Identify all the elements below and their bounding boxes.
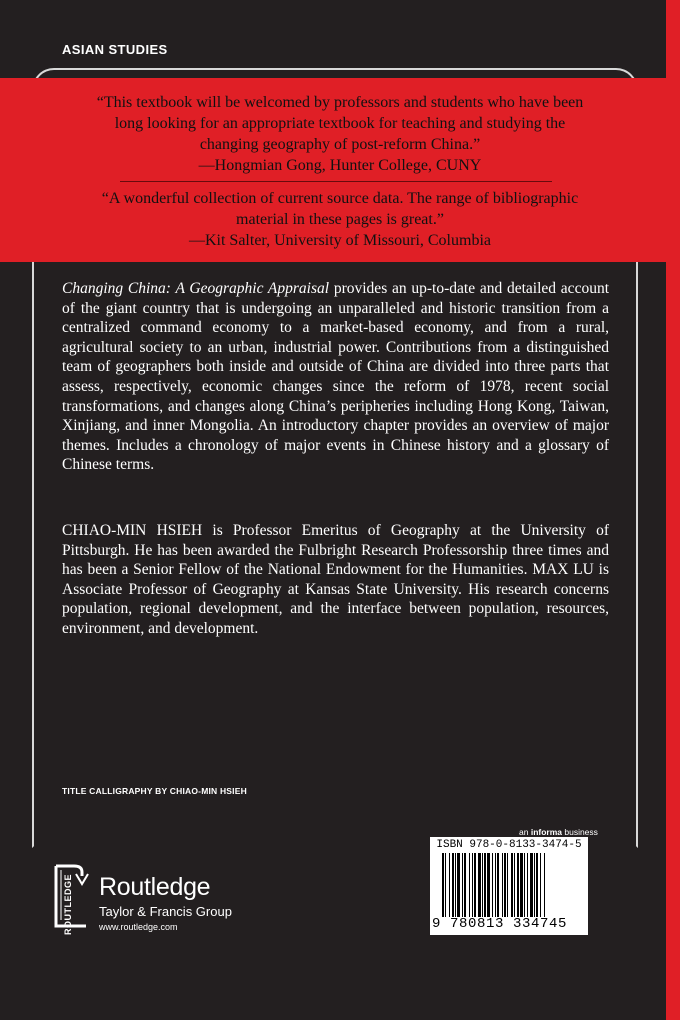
- isbn-barcode: [430, 837, 588, 935]
- praise-quote-1: [90, 92, 590, 176]
- author-bio: CHIAO-MIN HSIEH is Professor Emeritus of Geography at the University of Pittsburgh. He has been awarded the Fulbright Research Professorship three times and has been a Senior Fellow of the National Endowment for the Humanities. MAX LU is Associate Professor of Geography at Kansas State University. His research concerns population, regional development, and the interface between population, resources, environment, and development.: [62, 522, 609, 637]
- praise-quote-attribution: —Kit Salter, University of Missouri, Columbia: [188, 232, 491, 249]
- praise-quote-text: “A wonderful collection of current source data. The range of bibliographic material in these pages is great.”: [101, 190, 579, 228]
- routledge-logo-word: ROUTLEDGE: [63, 874, 73, 936]
- book-title-italic: Changing China: A Geographic Appraisal: [62, 280, 330, 297]
- praise-divider: [120, 181, 552, 182]
- praise-quote-2: [90, 188, 590, 251]
- informa-tagline: an informa business: [519, 827, 598, 837]
- book-description-text: provides an up-to-date and detailed account of the giant country that is undergoing an unparalleled and historic transition from a centralized command economy to a market-based economy, and from a rural, agricultural society to an urban, industrial power. Contributions from a distinguished team of geographers both inside and outside of China are divided into three parts that assess, respectively, economic changes since the reform of 1978, recent social transformations, and changes along China’s peripheries including Hong Kong, Taiwan, Xinjiang, and inner Mongolia. An introductory chapter provides an overview of major themes. Includes a chronology of major events in Chinese history and a glossary of Chinese terms.: [62, 280, 610, 474]
- publisher-group: Taylor & Francis Group: [99, 904, 232, 919]
- barcode-bars: [442, 853, 582, 919]
- isbn-digits: 9 780813 334745: [432, 916, 568, 932]
- publisher-name: Routledge: [99, 873, 211, 901]
- category-label: ASIAN STUDIES: [62, 42, 168, 57]
- book-description: [62, 279, 609, 475]
- publisher-url: www.routledge.com: [99, 922, 178, 932]
- isbn-label: ISBN 978-0-8133-3474-5: [436, 839, 582, 851]
- praise-quote-attribution: —Hongmian Gong, Hunter College, CUNY: [198, 157, 482, 174]
- calligraphy-credit: TITLE CALLIGRAPHY BY CHIAO-MIN HSIEH: [62, 786, 247, 796]
- praise-band: [0, 78, 680, 262]
- praise-quote-text: “This textbook will be welcomed by professors and students who have been long looking for an appropriate textbook for teaching and studying the changing geography of post-reform China.”: [96, 94, 584, 153]
- informa-brand: informa: [530, 827, 562, 837]
